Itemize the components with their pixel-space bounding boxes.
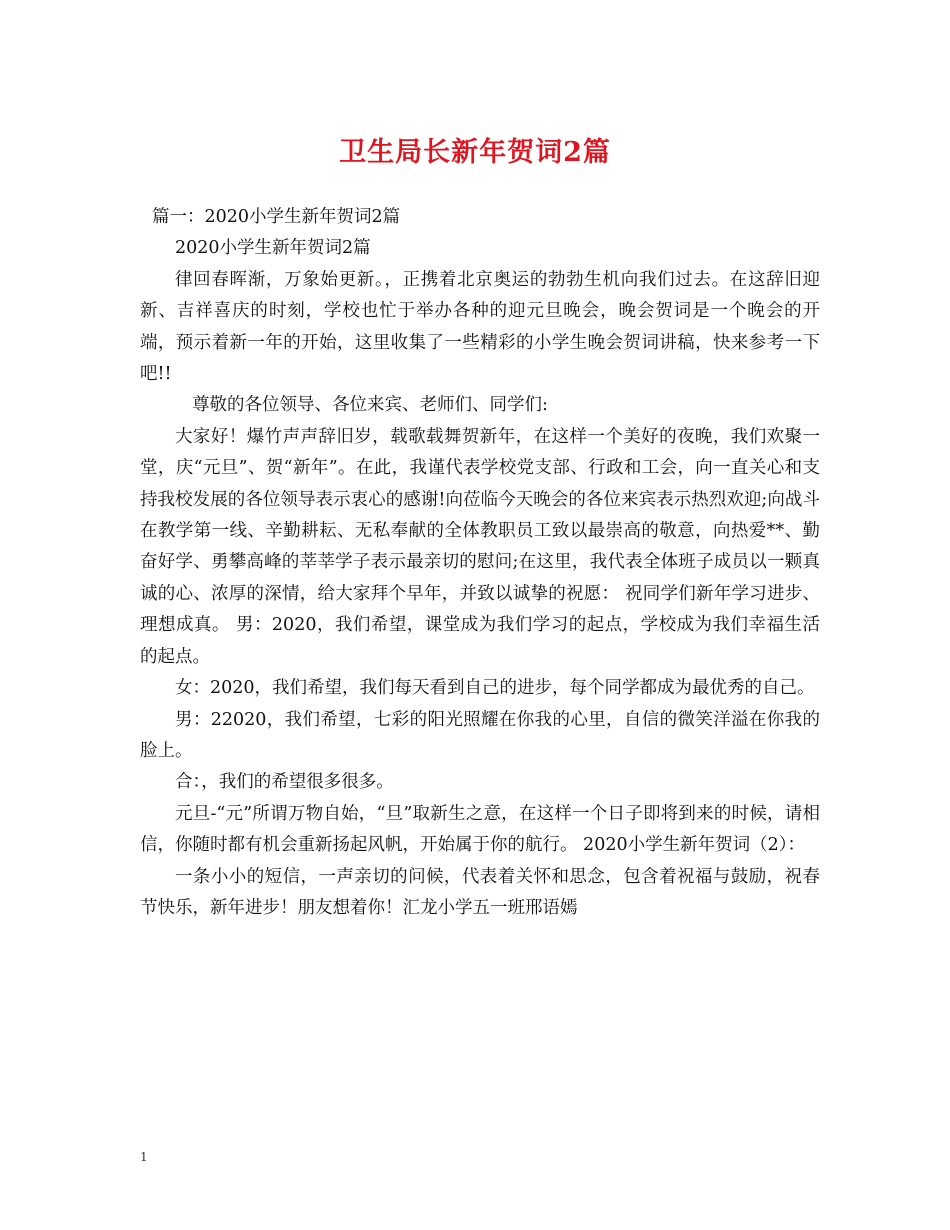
body-paragraph: 元旦-“元”所谓万物自始，“旦”取新生之意，在这样一个日子即将到来的时候，请相信，你随时都有机会重新扬起风帆，开始属于你的航行。 2020小学生新年贺词（2）： bbox=[140, 803, 820, 856]
body-paragraph: 大家好！爆竹声声辞旧岁，载歌载舞贺新年，在这样一个美好的夜晚，我们欢聚一堂，庆“元旦”、贺“新年”。在此，我谨代表学校党支部、行政和工会，向一直关心和支持我校发展的各位领导表示衷心的感谢!向莅临今天晚会的各位来宾表示热烈欢迎;向战斗在教学第一线、辛勤耕耘、无私奉献的全体教职员工致以最崇高的敬意，向热爱**、勤奋好学、勇攀高峰的莘莘学子表示最亲切的慰问;在这里，我代表全体班子成员以一颗真诚的心、浓厚的深情，给大家拜个早年，并致以诚挚的祝愿： 祝同学们新年学习进步、理想成真。 男：2020，我们希望，课堂成为我们学习的起点，学校成为我们幸福生活的起点。 bbox=[140, 426, 820, 667]
document-body bbox=[140, 202, 820, 924]
body-paragraph: 男：22020，我们希望，七彩的阳光照耀在你我的心里，自信的微笑洋溢在你我的脸上。 bbox=[140, 709, 820, 761]
section-heading: 篇一：2020小学生新年贺词2篇 bbox=[152, 207, 401, 227]
document-title: 卫生局长新年贺词2篇 bbox=[339, 137, 611, 168]
page-number: 1 bbox=[140, 1150, 148, 1164]
body-paragraph: 女：2020，我们希望，我们每天看到自己的进步，每个同学都成为最优秀的自己。 bbox=[175, 678, 815, 699]
body-paragraph: 律回春晖渐，万象始更新。，正携着北京奥运的勃勃生机向我们过去。在这辞旧迎新、吉祥喜庆的时刻，学校也忙于举办各种的迎元旦晚会，晚会贺词是一个晚会的开端，预示着新一年的开始，这里收集了一些精彩的小学生晚会贺词讲稿，快来参考一下吧!! bbox=[140, 269, 820, 385]
body-paragraph: 一条小小的短信，一声亲切的问候，代表着关怀和思念，包含着祝福与鼓励，祝春节快乐，新年进步！朋友想着你！汇龙小学五一班邢语嫣 bbox=[140, 866, 820, 918]
body-paragraph: 合：，我们的希望很多很多。 bbox=[175, 772, 394, 793]
subtitle-paragraph: 2020小学生新年贺词2篇 bbox=[175, 238, 371, 259]
greeting-paragraph: 尊敬的各位领导、各位来宾、老师们、同学们: bbox=[192, 395, 548, 416]
